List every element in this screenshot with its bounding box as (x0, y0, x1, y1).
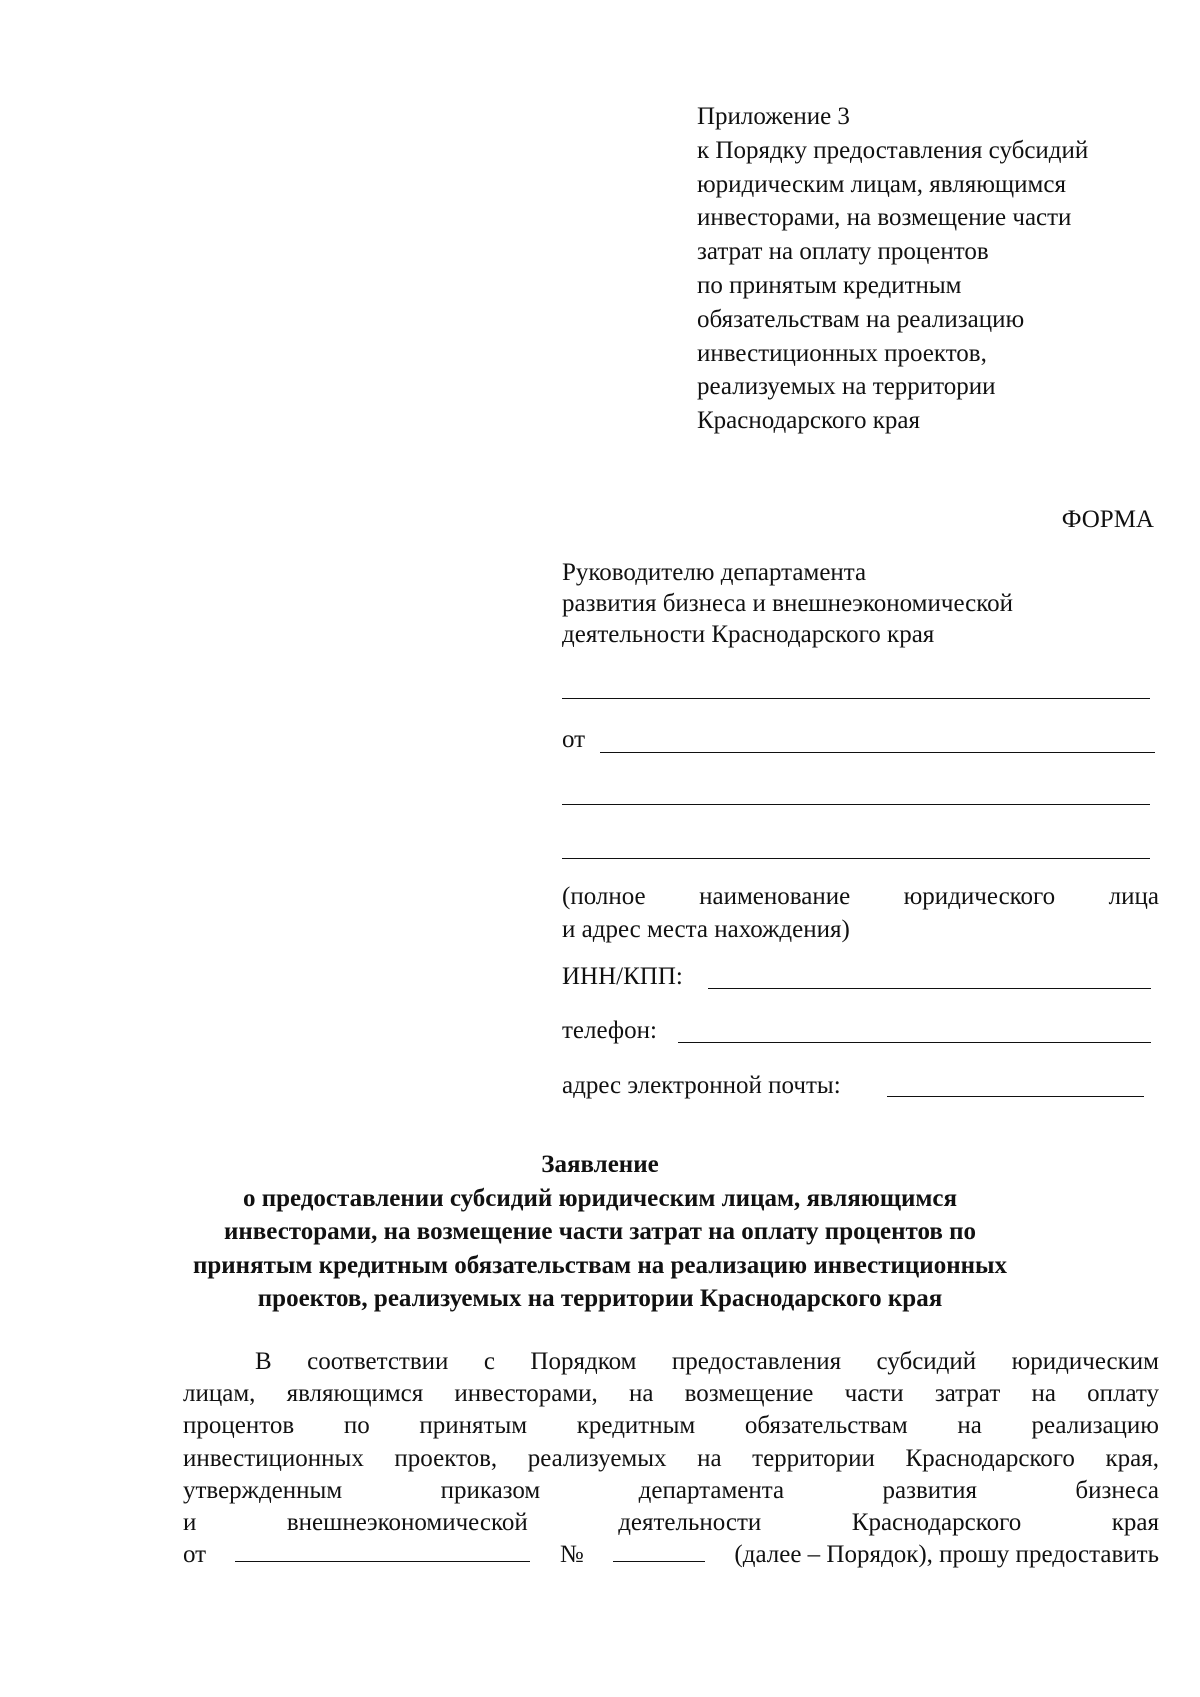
title-line: проектов, реализуемых на территории Краснодарского края (257, 1285, 943, 1312)
body-word: края (1111, 1509, 1159, 1537)
addressee-line: Руководителю департамента (562, 559, 867, 586)
body-word: Порядком (530, 1348, 637, 1375)
applicant-address-field[interactable] (562, 858, 1150, 859)
hint-word: юридического (903, 883, 1056, 910)
body-word: приказом (440, 1476, 541, 1504)
body-word: деятельности (618, 1509, 762, 1537)
body-word: обязательствам (744, 1412, 908, 1440)
body-word: оплату (1087, 1380, 1159, 1408)
body-word: субсидий (876, 1348, 977, 1375)
title-line: инвесторами, на возмещение части затрат на оплату процентов по (224, 1218, 976, 1245)
title-line: о предоставлении субсидий юридическим лицам, являющимся (242, 1184, 958, 1212)
body-word: бизнеса (1075, 1476, 1159, 1504)
body-row (183, 1346, 1159, 1378)
body-word: департамента (638, 1476, 785, 1504)
body-row (183, 1378, 1159, 1410)
body-word: по (343, 1412, 370, 1440)
appendix-line: обязательствам на реализацию (697, 305, 1025, 333)
body-word: края, (1105, 1444, 1159, 1472)
body-word: развития (882, 1476, 977, 1504)
body-word: внешнеэкономической (286, 1509, 528, 1537)
body-word: на (1031, 1380, 1056, 1408)
body-word: принятым (419, 1412, 528, 1440)
body-word: процентов (183, 1412, 295, 1440)
body-word: с (483, 1348, 495, 1375)
addressee-block (562, 557, 1162, 650)
title-line: принятым кредитным обязательствам на реализацию инвестиционных (192, 1251, 1008, 1279)
body-word: возмещение (684, 1380, 814, 1408)
body-word: на (628, 1380, 654, 1408)
order-number-sign: № (559, 1541, 584, 1569)
body-word: юридическим (1011, 1348, 1159, 1375)
body-text-tail: (далее – Порядок), прошу предоставить (734, 1541, 1159, 1569)
appendix-line: Краснодарского края (697, 407, 920, 435)
statement-body (183, 1346, 1159, 1571)
appendix-line: реализуемых на территории (697, 373, 996, 401)
appendix-line: по принятым кредитным (697, 271, 962, 299)
body-word: реализуемых (527, 1444, 667, 1472)
order-from-label: от (183, 1541, 207, 1569)
hint-word: (полное (562, 883, 646, 910)
body-word: кредитным (576, 1412, 696, 1440)
body-word: являющимся (286, 1380, 424, 1408)
body-word: на (697, 1444, 722, 1472)
body-row (183, 1443, 1159, 1475)
body-word: лицам, (183, 1380, 256, 1408)
applicant-name-field[interactable] (600, 752, 1155, 753)
email-field[interactable] (887, 1096, 1144, 1097)
order-date-field[interactable] (235, 1539, 530, 1562)
body-word: на (957, 1412, 982, 1440)
body-row (183, 1410, 1159, 1442)
fullname-hint (562, 880, 1159, 946)
addressee-name-field[interactable] (562, 698, 1150, 699)
body-word: инвесторами, (454, 1380, 598, 1408)
body-word: проектов, (394, 1444, 498, 1472)
body-row-last (183, 1539, 1159, 1571)
body-word: Краснодарского (905, 1444, 1075, 1472)
body-word: Краснодарского (851, 1509, 1022, 1537)
order-number-field[interactable] (613, 1539, 705, 1562)
appendix-line: инвесторами, на возмещение части (697, 204, 1072, 232)
hint-word: лица (1108, 883, 1159, 910)
body-word: инвестиционных (183, 1444, 364, 1472)
body-word: В (255, 1348, 272, 1375)
body-word: части (844, 1380, 904, 1408)
appendix-header (697, 100, 1177, 438)
email-label: адрес электронной почты: (562, 1072, 841, 1099)
hint-word: наименование (699, 883, 851, 910)
appendix-line: к Порядку предоставления субсидий (697, 136, 1089, 164)
body-word: предоставления (671, 1348, 842, 1375)
inn-kpp-label: ИНН/КПП: (562, 963, 683, 990)
body-word: соответствии (307, 1348, 449, 1375)
body-word: территории (752, 1444, 875, 1472)
hint-line-2: и адрес места нахождения) (562, 916, 850, 943)
body-word: и (183, 1509, 197, 1537)
applicant-name-field-2[interactable] (562, 804, 1150, 805)
body-row (183, 1475, 1159, 1507)
appendix-line: затрат на оплату процентов (697, 238, 989, 266)
addressee-line: деятельности Краснодарского края (562, 621, 935, 648)
statement-title (150, 1148, 1050, 1316)
body-word: затрат (934, 1380, 1001, 1408)
title-line: Заявление (541, 1151, 659, 1178)
addressee-line: развития бизнеса и внешнеэкономической (562, 590, 1014, 617)
phone-label: телефон: (562, 1017, 657, 1044)
appendix-line: инвестиционных проектов, (697, 339, 987, 367)
from-label: от (562, 726, 586, 753)
form-mark: ФОРМА (1061, 506, 1154, 533)
inn-kpp-field[interactable] (708, 988, 1151, 989)
body-row (183, 1507, 1159, 1539)
appendix-line: юридическим лицам, являющимся (697, 170, 1066, 198)
body-word: реализацию (1031, 1412, 1159, 1440)
appendix-line: Приложение 3 (697, 103, 850, 130)
phone-field[interactable] (678, 1042, 1151, 1043)
body-word: утвержденным (183, 1476, 343, 1504)
